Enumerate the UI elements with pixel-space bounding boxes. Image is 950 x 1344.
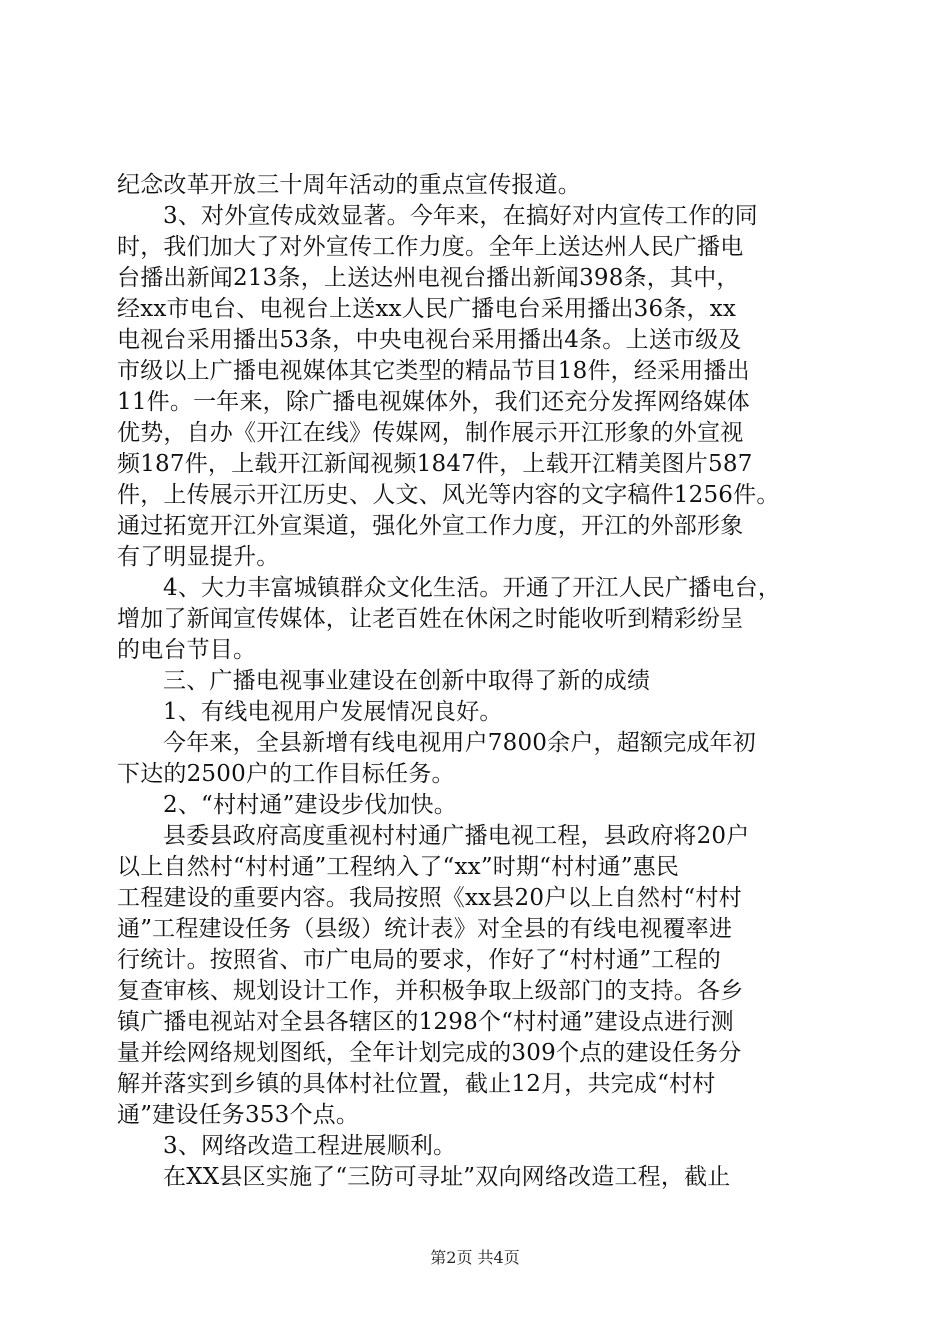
text-line: 经xx市电台、电视台上送xx人民广播电台采用播出36条，xx [117,296,737,322]
text-line: 件，上传展示开江历史、人文、风光等内容的文字稿件1256件。 [117,482,780,508]
text-line: 今年来，全县新增有线电视用户7800余户，超额完成年初 [163,730,756,756]
text-line: 三、广播电视事业建设在创新中取得了新的成绩 [163,668,651,694]
text-line: 11件。一年来，除广播电视媒体外，我们还充分发挥网络媒体 [117,389,750,415]
text-line: 以上自然村“村村通”工程纳入了“xx”时期“村村通”惠民 [117,854,680,880]
text-line: 1、有线电视用户发展情况良好。 [163,699,503,725]
page-footer: 第2页 共4页 [430,1248,520,1267]
text-line: 复查审核、规划设计工作，并积极争取上级部门的支持。各乡 [117,978,744,1004]
text-line: 台播出新闻213条，上送达州电视台播出新闻398条，其中， [117,265,740,291]
text-line: 有了明显提升。 [117,544,280,570]
text-line: 纪念改革开放三十周年活动的重点宣传报道。 [117,172,581,198]
text-line: 通过拓宽开江外宣渠道，强化外宣工作力度，开江的外部形象 [117,513,744,539]
text-line: 镇广播电视站对全县各辖区的1298个“村村通”建设点进行测 [117,1009,734,1035]
text-line: 增加了新闻宣传媒体，让老百姓在休闲之时能收听到精彩纷呈 [117,606,744,632]
text-line: 3、对外宣传成效显著。今年来，在搞好对内宣传工作的同 [163,203,758,229]
text-line: 优势，自办《开江在线》传媒网，制作展示开江形象的外宣视 [117,420,744,446]
text-line: 县委县政府高度重视村村通广播电视工程，县政府将20户 [163,823,750,849]
text-line: 工程建设的重要内容。我局按照《xx县20户以上自然村“村村 [117,885,742,911]
text-line: 2、“村村通”建设步伐加快。 [163,792,457,818]
text-line: 市级以上广播电视媒体其它类型的精品节目18件，经采用播出 [117,358,750,384]
text-line: 时，我们加大了对外宣传工作力度。全年上送达州人民广播电 [117,234,744,260]
text-line: 通”工程建设任务（县级）统计表》对全县的有线电视覆率进 [117,916,733,942]
text-line: 电视台采用播出53条，中央电视台采用播出4条。上送市级及 [117,327,742,353]
text-line: 通”建设任务353个点。 [117,1102,360,1128]
text-line: 下达的2500户的工作目标任务。 [117,761,455,787]
text-line: 行统计。按照省、市广电局的要求，作好了“村村通”工程的 [117,947,721,973]
text-line: 在XX县区实施了“三防可寻址”双向网络改造工程，截止 [163,1164,731,1190]
text-line: 的电台节目。 [117,637,257,663]
text-line: 解并落实到乡镇的具体村社位置，截止12月，共完成“村村 [117,1071,716,1097]
text-line: 量并绘网络规划图纸，全年计划完成的309个点的建设任务分 [117,1040,742,1066]
text-line: 频187件，上载开江新闻视频1847件，上载开江精美图片587 [117,451,753,477]
document-body [117,170,837,1193]
text-line: 3、网络改造工程进展顺利。 [163,1133,457,1159]
text-line: 4、大力丰富城镇群众文化生活。开通了开江人民广播电台， [163,575,782,601]
